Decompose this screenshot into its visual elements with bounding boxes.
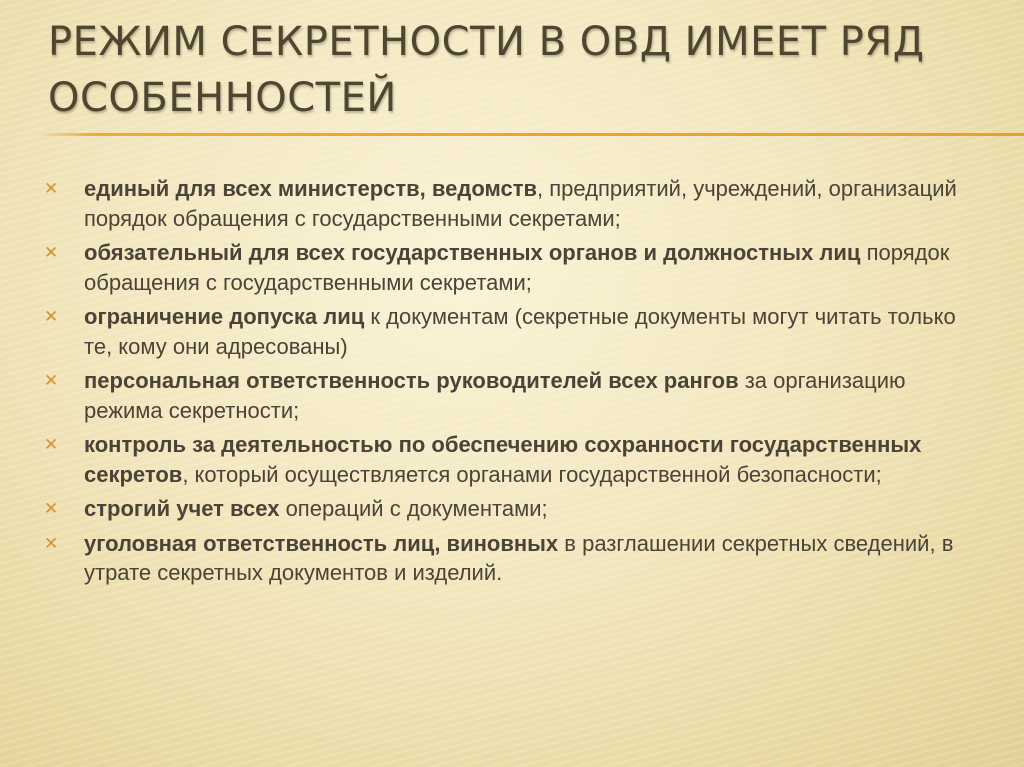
x-bullet-icon: ✕	[44, 435, 59, 454]
item-bold-text: контроль за деятельностью по обеспечению сохранности государственных секретов	[84, 432, 922, 487]
x-bullet-icon: ✕	[44, 243, 59, 262]
list-item	[44, 366, 964, 425]
item-bold-text: строгий учет всех	[84, 496, 280, 521]
x-bullet-icon: ✕	[44, 307, 59, 326]
x-bullet-icon: ✕	[44, 533, 59, 553]
list-item	[44, 174, 964, 233]
list-item	[44, 529, 964, 588]
item-bold-text: единый для всех министерств, ведомств	[84, 176, 537, 201]
list-item	[44, 494, 964, 524]
item-text: к документам (секретные документы могут читать только те, кому они адресованы)	[84, 304, 956, 359]
list-item	[44, 302, 964, 361]
item-text: порядок обращения с государственными секретами;	[84, 240, 950, 295]
x-bullet-icon: ✕	[44, 179, 59, 198]
item-bold-text: уголовная ответственность лиц, виновных	[84, 530, 559, 556]
item-text: , который осуществляется органами государственной безопасности;	[182, 461, 882, 487]
bullet-list	[44, 174, 964, 593]
x-bullet-icon: ✕	[44, 499, 59, 518]
item-bold-text: персональная ответственность руководителей всех рангов	[84, 368, 739, 393]
item-text: в разглашении секретных сведений, в утрате секретных документов и изделий.	[84, 530, 954, 585]
x-bullet-icon: ✕	[44, 371, 59, 390]
item-text: за организацию режима секретности;	[84, 368, 906, 423]
slide-title: РЕЖИМ СЕКРЕТНОСТИ В ОВД ИМЕЕТ РЯД ОСОБЕННОСТЕЙ	[48, 19, 925, 121]
item-text: , предприятий, учреждений, организаций порядок обращения с государственными секретами;	[84, 176, 957, 231]
item-bold-text: обязательный для всех государственных органов и должностных лиц	[84, 240, 861, 265]
title-divider	[34, 133, 1024, 136]
list-item	[44, 430, 964, 489]
item-bold-text: ограничение допуска лиц	[84, 304, 365, 329]
list-item	[44, 238, 964, 297]
item-text: операций с документами;	[279, 496, 548, 521]
